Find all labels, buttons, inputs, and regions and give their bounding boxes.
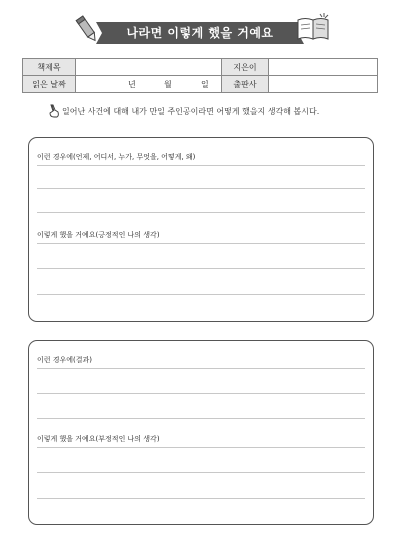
writing-box-negative (28, 340, 374, 525)
book-title-field[interactable] (76, 59, 222, 76)
book-icon (296, 12, 330, 46)
writing-line[interactable] (37, 243, 365, 244)
writing-line[interactable] (37, 368, 365, 369)
day-unit: 일 (201, 80, 209, 89)
instruction-text: 일어난 사건에 대해 내가 만일 주인공이라면 어떻게 했을지 생각해 봅시다. (62, 107, 320, 116)
box2-prompt-situation: 이런 경우에(결과) (37, 356, 93, 364)
month-unit: 월 (164, 80, 172, 89)
read-date-label: 읽은 날짜 (23, 76, 76, 93)
writing-hand-icon (48, 103, 60, 122)
author-field[interactable] (269, 59, 378, 76)
book-title-label: 책제목 (23, 59, 76, 76)
writing-line[interactable] (37, 165, 365, 166)
writing-line[interactable] (37, 418, 365, 419)
writing-line[interactable] (37, 393, 365, 394)
box1-prompt-action: 이렇게 했을 거예요(긍정적인 나의 생각) (37, 231, 160, 239)
author-label: 지은이 (222, 59, 269, 76)
read-date-field[interactable] (76, 76, 222, 93)
writing-line[interactable] (37, 472, 365, 473)
writing-line[interactable] (37, 188, 365, 189)
writing-box-positive (28, 137, 374, 322)
year-unit: 년 (128, 80, 136, 89)
book-info-table (22, 58, 378, 93)
writing-line[interactable] (37, 212, 365, 213)
writing-line[interactable] (37, 268, 365, 269)
writing-line[interactable] (37, 294, 365, 295)
writing-line[interactable] (37, 447, 365, 448)
title-banner (92, 20, 308, 46)
box2-prompt-action: 이렇게 했을 거예요(부정적인 나의 생각) (37, 435, 160, 443)
box1-prompt-situation: 이런 경우에(언제, 어디서, 누가, 무엇을, 어떻게, 왜) (37, 153, 196, 161)
publisher-label: 출판사 (222, 76, 269, 93)
page-title: 나라면 이렇게 했을 거예요 (126, 26, 274, 40)
publisher-field[interactable] (269, 76, 378, 93)
writing-line[interactable] (37, 498, 365, 499)
